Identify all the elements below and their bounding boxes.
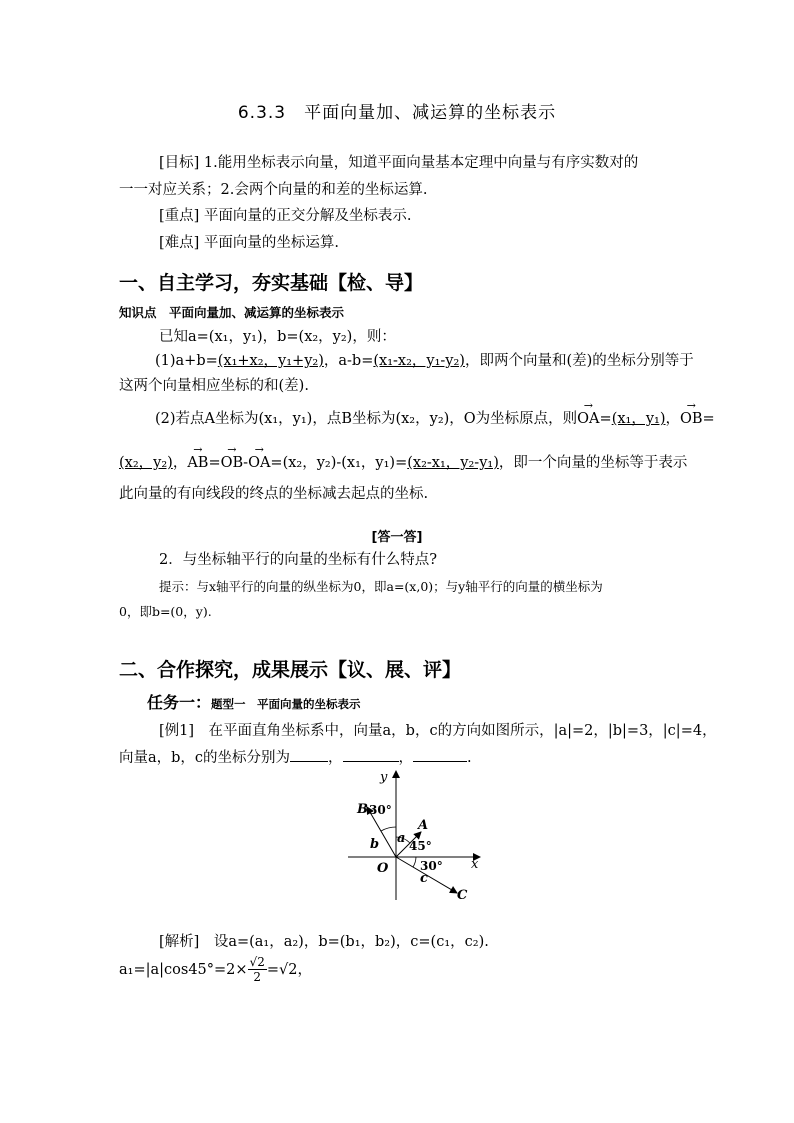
AB-answer: (x₂-x₁，y₂-y₁) [407,455,499,471]
qa-label: [答一答] [371,530,423,545]
fraction-numerator: √2 [249,955,265,969]
label-A: A [418,818,429,833]
vector-diagram [340,765,490,905]
vector-OA: → OA [248,453,270,473]
section-2-heading: 二、合作探究，成果展示【议、展、评】 [119,659,462,681]
separator: ， [398,750,414,766]
answer-blank-a[interactable] [290,747,328,762]
answer-blank-b[interactable] [343,747,399,762]
fraction [248,955,267,984]
comma: ， [172,455,188,471]
vector-OB: → OB [221,453,244,473]
item-2-line-3: 此向量的有向线段的终点的坐标减去起点的坐标. [119,486,429,502]
vector-OA: → OA [577,409,599,429]
equals-sign: = [599,411,612,427]
item-2-prefix: (2)若点A坐标为(x₁，y₁)，点B坐标为(x₂，y₂)，O为坐标原点，则 [155,411,578,427]
item-2-suffix: ，即一个向量的坐标等于表示 [498,455,688,471]
label-a: a [397,831,406,846]
answer-blank-c[interactable] [413,747,467,762]
goals-line-1: [目标] 1.能用坐标表示向量，知道平面向量基本定理中向量与有序实数对的 [159,155,639,171]
OA-answer: (x₁，y₁) [611,411,666,427]
OB-answer: (x₂，y₂) [119,455,173,471]
equals-sign: = [208,455,221,471]
qa-hint-line-1: 提示：与x轴平行的向量的纵坐标为0，即a=(x,0)；与y轴平行的向量的横坐标为 [159,579,603,594]
separator: ， [328,750,343,766]
key-point: [重点] 平面向量的正交分解及坐标表示. [159,208,412,224]
solution-line-2-prefix: a₁=|a|cos45°=2× [119,961,248,978]
vector-OB: → OB [680,409,703,429]
qa-hint-line-2: 0，即b=(0，y). [119,604,212,619]
item-2-line-1 [155,409,715,429]
label-x: x [471,857,479,872]
item-2-calc: =(x₂，y₂)-(x₁，y₁)= [270,455,408,471]
solution-line-2 [119,955,312,984]
label-B: B [357,802,368,817]
item-1-prefix: (1)a+b= [155,353,218,369]
item-1-mid: ，a-b= [323,353,374,369]
knowledge-point-label: 知识点 平面向量加、减运算的坐标表示 [119,305,345,320]
task-subtitle: 题型一 平面向量的坐标表示 [211,697,361,711]
difficulty-point: [难点] 平面向量的坐标运算. [159,235,340,251]
period: . [467,750,472,766]
label-y: y [380,770,388,785]
label-O: O [377,861,389,876]
angle-c-label: 30° [420,859,443,873]
item-1 [155,351,694,371]
section-1-heading: 一、自主学习，夯实基础【检、导】 [119,272,424,294]
task-label: 任务一： [147,693,212,712]
label-c: c [420,871,428,886]
angle-a-label: 45° [409,839,432,853]
label-b: b [370,837,380,852]
goals-line-2: 一一对应关系；2.会两个向量的和差的坐标运算. [119,182,428,198]
sum-answer: (x₁+x₂，y₁+y₂) [217,353,324,369]
angle-b-label: 30° [369,803,392,817]
example-line-1: [例1] 在平面直角坐标系中，向量a，b，c的方向如图所示，|a|=2，|b|=3，|c|=4， [159,723,717,739]
angle-c-arc [413,857,416,867]
qa-question: 2．与坐标轴平行的向量的坐标有什么特点? [159,552,437,568]
task-1 [147,690,361,713]
item-1-line-2: 这两个向量相应坐标的和(差). [119,378,309,394]
solution-line-2-suffix: =√2， [266,961,312,978]
solution-line-1: [解析] 设a=(a₁，a₂)，b=(b₁，b₂)，c=(c₁，c₂). [159,934,489,950]
given-vectors: 已知a=(x₁，y₁)，b=(x₂，y₂)，则： [159,329,396,345]
difference-answer: (x₁-x₂，y₁-y₂) [373,353,465,369]
angle-b-arc [381,827,396,831]
label-C: C [457,888,468,903]
example-line-2-prefix: 向量a，b，c的坐标分别为 [119,750,291,766]
minus-sign: - [243,455,249,471]
equals-sign: = [702,411,715,427]
item-2-line-2 [119,453,687,473]
page-title: 6.3.3 平面向量加、减运算的坐标表示 [237,103,557,123]
fraction-denominator: 2 [253,970,261,984]
vector-AB: → AB [187,453,208,473]
comma: ， [665,411,680,427]
item-1-suffix: ，即两个向量和(差)的坐标分别等于 [464,353,694,369]
